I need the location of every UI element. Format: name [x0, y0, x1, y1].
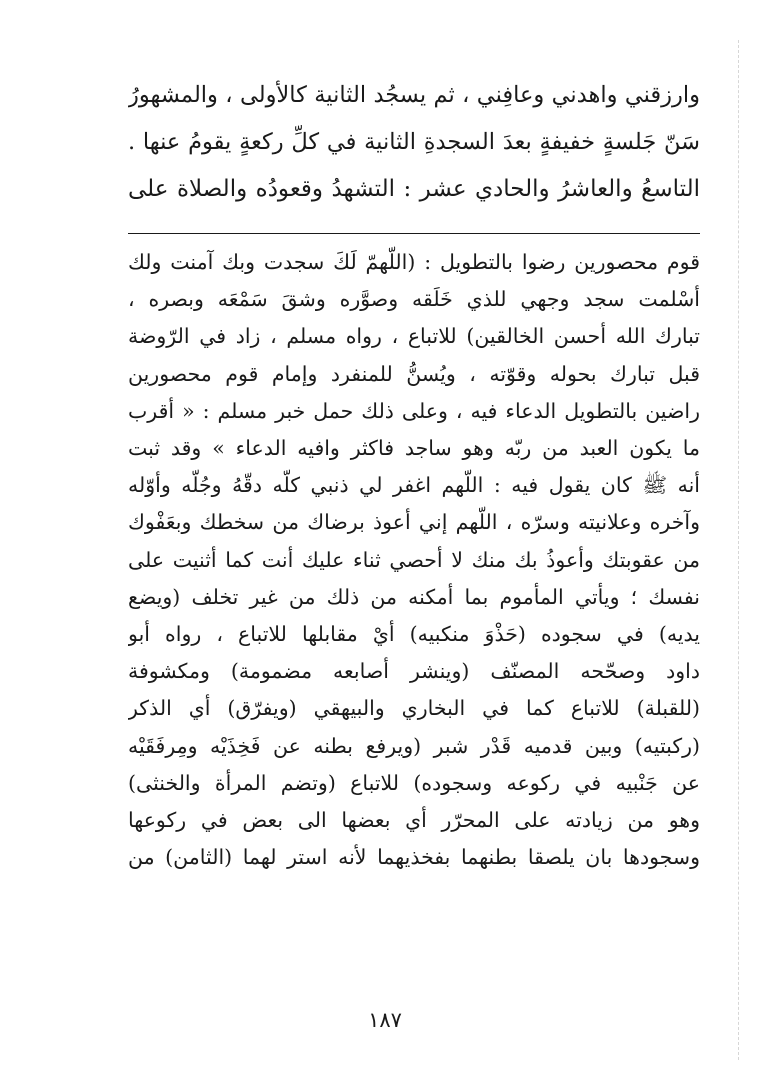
footnote-line: وآخره وعلانيته وسرّه ، اللّهم إني أعوذ برضاك من سخطك وبعَفْوك: [128, 510, 700, 535]
footnote-line: داود وصحّحه المصنّف (وينشر أصابعه مضمومة) ومكشوفة: [128, 659, 700, 684]
footnote-line: قوم محصورين رضوا بالتطويل : (اللّهمّ لَكَ سجدت وبك آمنت ولك: [128, 250, 700, 274]
main-text-line: سَنّ جَلسةٍ خفيفةٍ بعدَ السجدةِ الثانية في كلِّ ركعةٍ يقومُ عنها .: [128, 129, 700, 155]
footnote-line: وسجودها بان يلصقا بطنهما بفخذيهما لأنه استر لهما (الثامن) من: [128, 845, 700, 870]
footnote-line: ما يكون العبد من ربّه وهو ساجد فاكثر وافيه الدعاء » وقد ثبت: [128, 436, 700, 461]
footnote-line: نفسك ؛ ويأتي المأموم بما أمكنه من ذلك من غير تخلف (ويضع: [128, 584, 700, 609]
main-text-line: التاسعُ والعاشرُ والحادي عشر : التشهدُ وقعودُه والصلاة على: [128, 176, 700, 202]
main-text: [128, 72, 700, 213]
footnote-line: يديه) في سجوده (حَذْوَ منكبيه) أيْ مقابلها للاتباع ، رواه أبو: [128, 622, 700, 647]
footnote-line: قبل تبارك بحوله وقوّته ، ويُسنُّ للمنفرد وإمام قوم محصورين: [128, 361, 700, 386]
footnote-divider: [128, 233, 700, 234]
margin-crease: [738, 40, 739, 1060]
footnote-line: وهو من زيادته على المحرّر أي بعضها الى بعض في ركوعها: [128, 808, 700, 833]
footnote-line: عن جَنْبيه في ركوعه وسجوده) للاتباع (وتضم المرأة والخنثى): [128, 770, 700, 795]
footnote-line: من عقوبتك وأعوذُ بك منك لا أحصي ثناء عليك أنت كما أثنيت على: [128, 547, 700, 572]
footnote-line: (للقبلة) للاتباع كما في البخاري والبيهقي (ويفرّق) أي الذكر: [128, 696, 700, 721]
footnote-line: أسْلمت سجد وجهي للذي خَلَقه وصوَّره وشقَ سَمْعَه وبصره ،: [128, 287, 700, 312]
footnote-line: راضين بالتطويل الدعاء فيه ، وعلى ذلك حمل خبر مسلم : « أقرب: [128, 398, 700, 423]
footnote-line: أنه ﷺ كان يقول فيه : اللّهم اغفر لي ذنبي كلّه دقّهُ وجُلّه وأوّله: [128, 473, 700, 498]
footnote-line: (ركبتيه) وبين قدميه قَدْر شبر (ويرفع بطنه عن فَخِذَيْه ومِرفَقَيْه: [128, 733, 700, 758]
page-number: ١٨٧: [368, 1008, 402, 1032]
footnote-text: [128, 244, 700, 876]
footnote-line: تبارك الله أحسن الخالقين) للاتباع ، رواه مسلم ، زاد في الرّوضة: [128, 324, 700, 349]
main-text-line: وارزقني واهدني وعافِني ، ثم يسجُد الثانية كالأولى ، والمشهورُ: [128, 82, 700, 108]
